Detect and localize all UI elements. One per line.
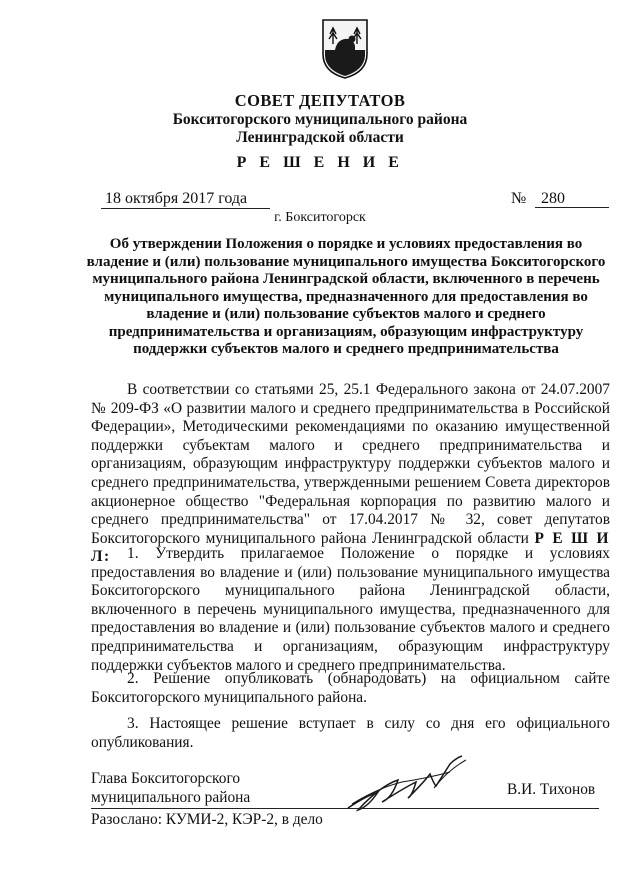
decision-item-3: 3. Настоящее решение вступает в силу со дня его официального опубликования. xyxy=(91,715,610,751)
decision-item-2: 2. Решение опубликовать (обнародовать) на официальном сайте Бокситогорского муниципального района. xyxy=(91,670,610,706)
coat-of-arms-emblem xyxy=(319,14,371,80)
number-sign: № xyxy=(511,190,527,207)
council-title: СОВЕТ ДЕПУТАТОВ xyxy=(234,91,406,110)
document-number: 280 xyxy=(535,190,609,208)
document-title: Об утверждении Положения о порядке и условиях предоставления во владение и (или) пользование муниципального имущества Бокситогорского муниципального района Ленинградской области, включенного в перечень муниципального имущества, предназначенного для предоставления во владение и (или) пользование субъектов малого и среднего предпринимательства и организациям, образующим инфраструктуру поддержки субъектов малого и среднего предпринимательства xyxy=(86,236,606,357)
document-type: Р Е Ш Е Н И Е xyxy=(236,154,404,171)
city: г. Бокситогорск xyxy=(274,210,366,225)
document-date: 18 октября 2017 года xyxy=(101,190,270,209)
signatory-title xyxy=(91,770,250,807)
decision-item-1: 1. Утвердить прилагаемое Положение о порядке и условиях предоставления во владение и (или) пользование муниципального имущества Бокситогорского муниципального района Ленинградской области, включенного в перечень муниципального имущества, предназначенного для предоставления во владение и (или) пользование субъектов малого и среднего предпринимательства и организациям, образующим инфраструктуру поддержки субъектов малого и среднего предпринимательства. xyxy=(91,545,610,674)
preamble-text: В соответствии со статьями 25, 25.1 Федерального закона от 24.07.2007 № 209-ФЗ «О развитии малого и среднего предпринимательства в Российской Федерации», Методическими рекомендациями по оказанию имущественной поддержки субъектам малого и среднего предпринимательства и организациям, образующим инфраструктуру поддержки субъектов малого и среднего предпринимательства, утвержденными решением Совета директоров акционерное общество "Федеральная корпорация по развитию малого и среднего предпринимательства" от 17.04.2017 № 32, совет депутатов Бокситогорского муниципального района Ленинградской области xyxy=(91,381,610,547)
decided-label: Р Е Ш И Л: xyxy=(91,529,610,566)
signatory-title-line2: муниципального района xyxy=(91,788,251,806)
distribution-list: Разослано: КУМИ-2, КЭР-2, в дело xyxy=(91,808,599,830)
region-name: Ленинградской области xyxy=(236,129,404,146)
district-name: Бокситогорского муниципального района xyxy=(172,111,468,128)
signatory-name: В.И. Тихонов xyxy=(507,781,596,798)
preamble-paragraph xyxy=(91,381,610,567)
signatory-title-line1: Глава Бокситогорского xyxy=(91,770,241,787)
